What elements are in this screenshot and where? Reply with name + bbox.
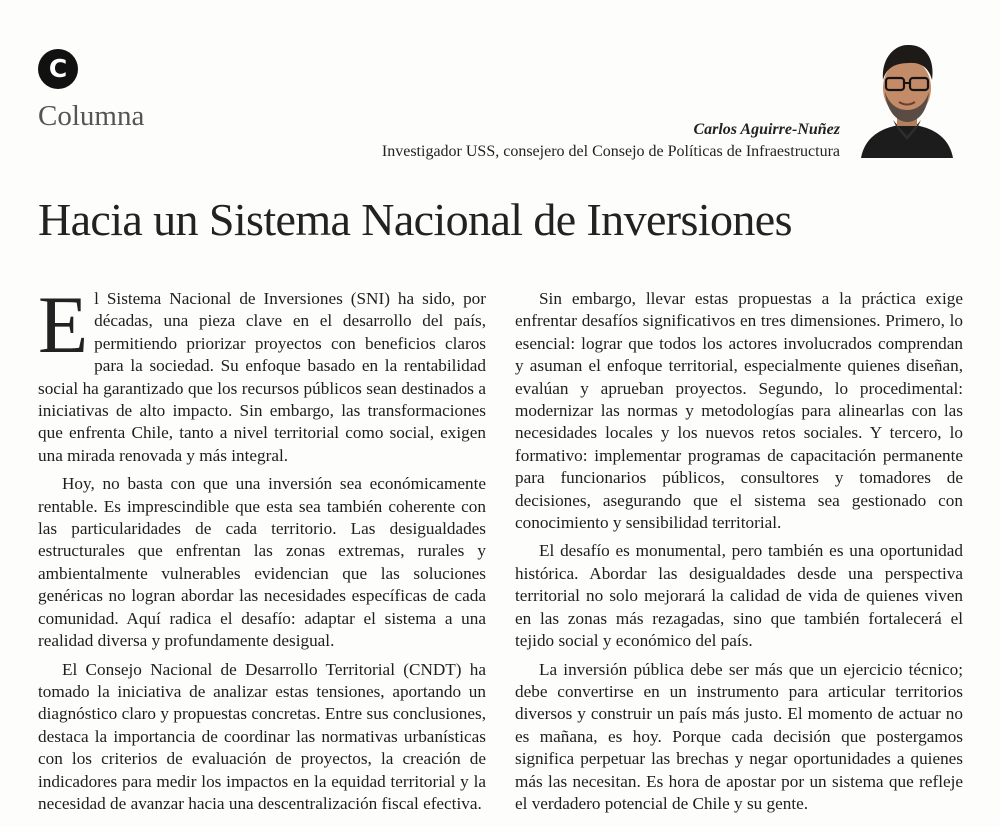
article-column-left (38, 279, 486, 815)
article-paragraph: El Consejo Nacional de Desarrollo Territorial (CNDT) ha tomado la iniciativa de analizar estas tensiones, aportando un diagnóstico claro y propuestas concretas. Entre sus conclusiones, destaca la importancia de coordinar las normativas urbanísticas con los criterios de evaluación de proyectos, la creación de indicadores para medir los impactos en la equidad territorial y la necesidad de avanzar hacia una descentralización fiscal efectiva. (38, 659, 486, 813)
article-paragraph: La inversión pública debe ser más que un ejercicio técnico; debe convertirse en un instrumento para articular territorios diversos y construir un país más justo. El momento de actuar no es mañana, es hoy. Porque cada decisión que postergamos significa perpetuar las brechas y negar oportunidades a quienes más las necesitan. Es hora de apostar por un sistema que refleje el verdadero potencial de Chile y su gente. (515, 659, 963, 813)
article-paragraph: El desafío es monumental, pero también es una oportunidad histórica. Abordar las desigualdades desde una perspectiva territorial no solo mejorará la calidad de vida de quienes viven en las zonas más rezagadas, sino que también fortalecerá el tejido social y económico del país. (515, 541, 963, 651)
article-paragraph: El Sistema Nacional de Inversiones (SNI) ha sido, por décadas, una pieza clave en el desarrollo del país, permitiendo priorizar proyectos con beneficios claros para la sociedad. Su enfoque basado en la rentabilidad social ha garantizado que los recursos públicos sean destinados a iniciativas de alto impacto. Sin embargo, las transformaciones que enfrenta Chile, tanto a nivel territorial como social, exigen una mirada renovada y más integral. (38, 279, 486, 465)
author-name: Carlos Aguirre-Nuñez (693, 121, 840, 138)
article-paragraph: Hoy, no basta con que una inversión sea económicamente rentable. Es imprescindible que esta sea también coherente con las particularidades de cada territorio. Las desigualdades estructurales que enfrentan las zonas extremas, rurales y ambientalmente vulnerables evidencian que las soluciones genéricas no logran abordar las necesidades específicas de cada comunidad. Aquí radica el desafío: adaptar el sistema a una realidad diversa y profundamente desigual. (38, 474, 486, 651)
column-badge-icon: C (38, 49, 78, 89)
headline: Hacia un Sistema Nacional de Inversiones (38, 194, 792, 245)
drop-cap: E (38, 279, 89, 370)
article-paragraph: Sin embargo, llevar estas propuestas a la práctica exige enfrentar desafíos significativos en tres dimensiones. Primero, lo esencial: lograr que todos los actores involucrados comprendan y asuman el enfoque territorial, especialmente quienes diseñan, evalúan y aprueban proyectos. Segundo, lo procedimental: modernizar las normas y metodologías para alinearlas con las necesidades locales y los nuevos retos sociales. Y tercero, lo formativo: implementar programas de capacitación permanente para funcionarios públicos, consultores y tomadores de decisiones, asegurando que el sistema sea gestionado con conocimiento y sensibilidad territorial. (515, 289, 963, 533)
author-role: Investigador USS, consejero del Consejo de Políticas de Infraestructura (381, 143, 840, 160)
author-photo (855, 36, 959, 158)
section-label: Columna (38, 100, 145, 132)
article-column-right (515, 288, 963, 815)
